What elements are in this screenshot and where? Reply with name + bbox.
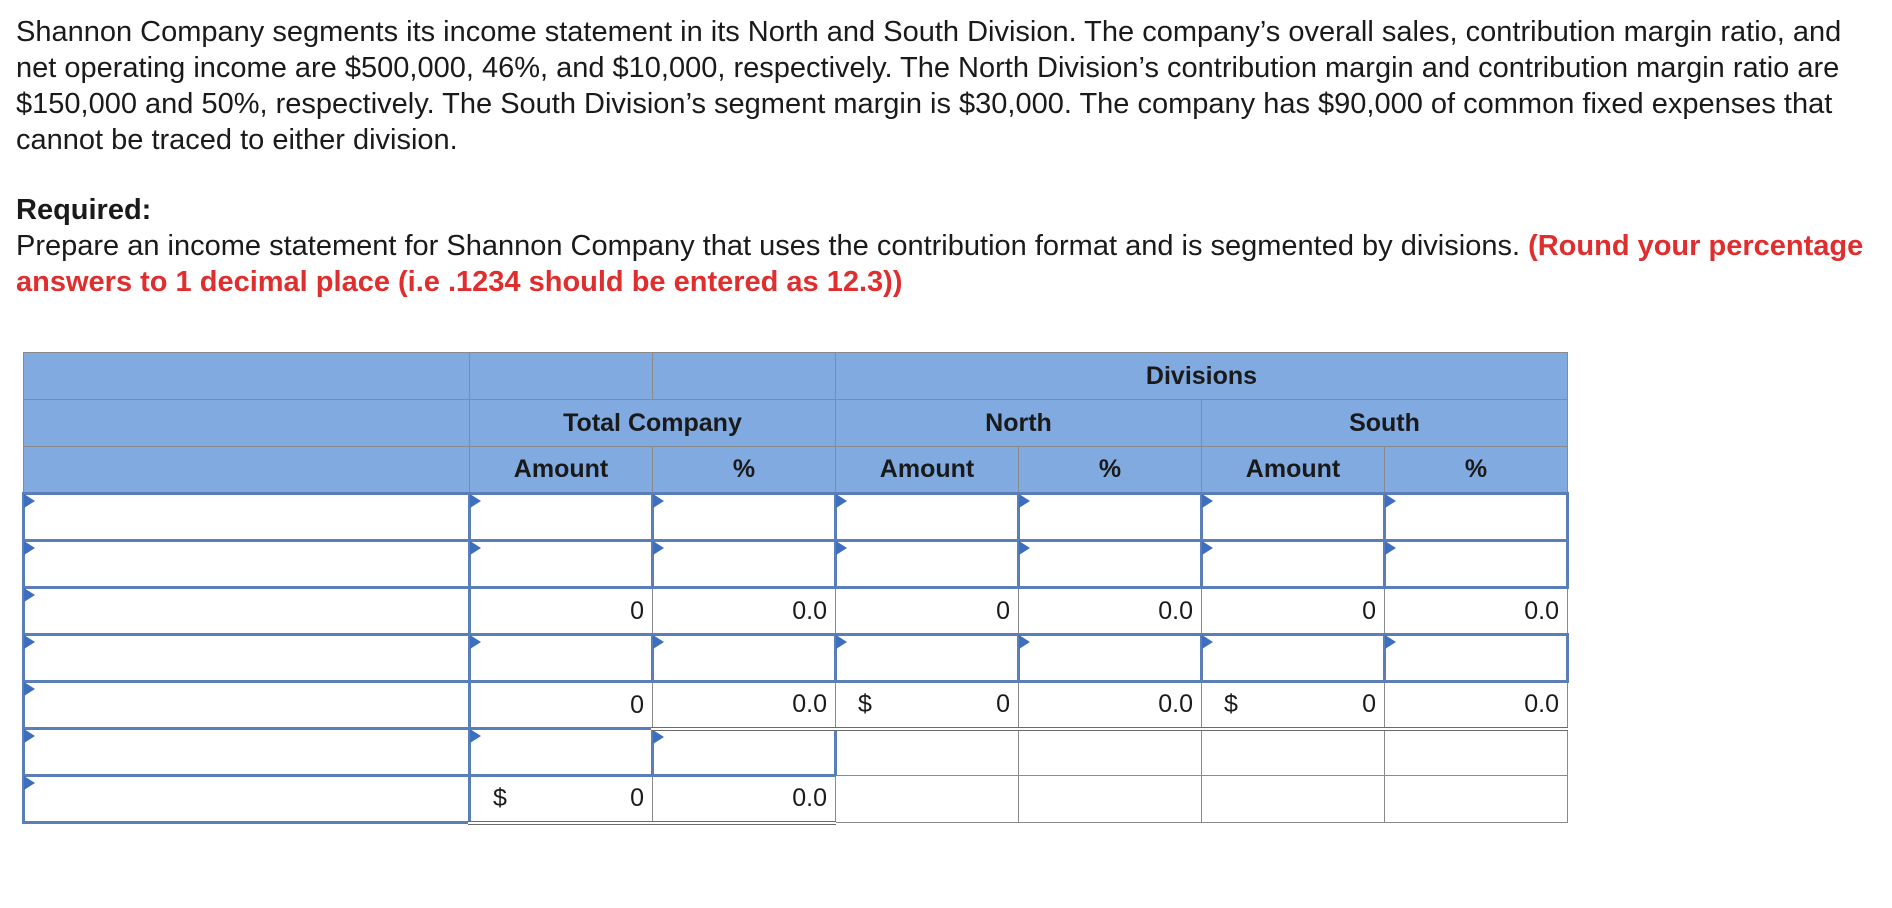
- row-label-input[interactable]: [24, 588, 470, 635]
- north-percent-input[interactable]: [1019, 541, 1202, 588]
- row-label-input[interactable]: [24, 682, 470, 729]
- table-row: [24, 588, 1568, 635]
- south-amount-value: 0: [1362, 690, 1376, 719]
- total-company-header: Total Company: [470, 400, 836, 447]
- north-percent-value: 0.0: [1019, 588, 1202, 635]
- north-amount-input[interactable]: [836, 494, 1019, 541]
- total-percent-input[interactable]: [653, 729, 836, 776]
- north-amount-input[interactable]: [836, 541, 1019, 588]
- south-amount-input[interactable]: [1202, 635, 1385, 682]
- divisions-header: Divisions: [836, 353, 1568, 400]
- total-percent-value: 0.0: [653, 588, 836, 635]
- south-amount-header: Amount: [1202, 447, 1385, 494]
- header-blank: [24, 447, 470, 494]
- table-row: [24, 541, 1568, 588]
- row-label-input[interactable]: [24, 729, 470, 776]
- empty-cell: [1202, 776, 1385, 823]
- north-amount-header: Amount: [836, 447, 1019, 494]
- total-percent-header: %: [653, 447, 836, 494]
- total-amount-value: 0: [630, 784, 644, 813]
- north-header: North: [836, 400, 1202, 447]
- income-statement-table: [22, 352, 1569, 825]
- header-row-columns: [24, 447, 1568, 494]
- south-percent-input[interactable]: [1385, 635, 1568, 682]
- total-amount-input[interactable]: [470, 729, 653, 776]
- rounding-note: (Round your percentage answers to 1 decimal place (i.e .1234 should be entered as 12.3)): [16, 230, 1864, 298]
- south-amount-input[interactable]: [1202, 494, 1385, 541]
- header-blank: [470, 353, 653, 400]
- instruction-main: Prepare an income statement for Shannon Company that uses the contribution format and is segmented by divisions.: [16, 230, 1521, 262]
- table-row: [24, 776, 1568, 823]
- empty-cell: [1019, 729, 1202, 776]
- total-percent-input[interactable]: [653, 494, 836, 541]
- total-amount-value-cell: [470, 776, 653, 823]
- header-row-segments: [24, 400, 1568, 447]
- north-percent-value: 0.0: [1019, 682, 1202, 729]
- north-percent-header: %: [1019, 447, 1202, 494]
- table-row: [24, 682, 1568, 729]
- header-row-divisions: [24, 353, 1568, 400]
- south-percent-input[interactable]: [1385, 494, 1568, 541]
- row-label-input[interactable]: [24, 494, 470, 541]
- south-percent-header: %: [1385, 447, 1568, 494]
- north-percent-input[interactable]: [1019, 494, 1202, 541]
- south-amount-value-cell: [1202, 682, 1385, 729]
- empty-cell: [1385, 729, 1568, 776]
- problem-statement: [16, 14, 1876, 300]
- table-row: [24, 635, 1568, 682]
- total-amount-input[interactable]: [470, 541, 653, 588]
- south-percent-value: 0.0: [1385, 682, 1568, 729]
- empty-cell: [836, 776, 1019, 823]
- north-amount-value: 0: [836, 588, 1019, 635]
- header-blank: [24, 353, 470, 400]
- south-percent-input[interactable]: [1385, 541, 1568, 588]
- total-percent-value: 0.0: [653, 682, 836, 729]
- required-label: Required:: [16, 194, 152, 226]
- row-label-input[interactable]: [24, 776, 470, 823]
- table-row: [24, 729, 1568, 776]
- total-percent-input[interactable]: [653, 635, 836, 682]
- problem-paragraph: Shannon Company segments its income statement in its North and South Division. The company’s overall sales, contribution margin ratio, and net operating income are $500,000, 46%, and $10,000, respectively. The North Division’s contribution margin and contribution margin ratio are $150,000 and 50%, respectively. The South Division’s segment margin is $30,000. The company has $90,000 of common fixed expenses that cannot be traced to either division.: [16, 16, 1842, 156]
- south-percent-value: 0.0: [1385, 588, 1568, 635]
- total-percent-value: 0.0: [653, 776, 836, 823]
- currency-symbol: $: [1224, 690, 1238, 719]
- north-amount-value-cell: [836, 682, 1019, 729]
- empty-cell: [1019, 776, 1202, 823]
- total-amount-input[interactable]: [470, 635, 653, 682]
- total-amount-header: Amount: [470, 447, 653, 494]
- south-amount-value: 0: [1202, 588, 1385, 635]
- south-header: South: [1202, 400, 1568, 447]
- instruction-text: [16, 228, 1876, 300]
- header-blank: [24, 400, 470, 447]
- north-amount-value: 0: [996, 690, 1010, 719]
- row-label-input[interactable]: [24, 635, 470, 682]
- currency-symbol: $: [493, 784, 507, 813]
- north-amount-input[interactable]: [836, 635, 1019, 682]
- total-amount-value: 0: [470, 588, 653, 635]
- table-row: [24, 494, 1568, 541]
- south-amount-input[interactable]: [1202, 541, 1385, 588]
- currency-symbol: $: [858, 690, 872, 719]
- empty-cell: [1202, 729, 1385, 776]
- empty-cell: [836, 729, 1019, 776]
- north-percent-input[interactable]: [1019, 635, 1202, 682]
- total-amount-input[interactable]: [470, 494, 653, 541]
- header-blank: [653, 353, 836, 400]
- total-percent-input[interactable]: [653, 541, 836, 588]
- row-label-input[interactable]: [24, 541, 470, 588]
- empty-cell: [1385, 776, 1568, 823]
- total-amount-value: 0: [470, 682, 653, 729]
